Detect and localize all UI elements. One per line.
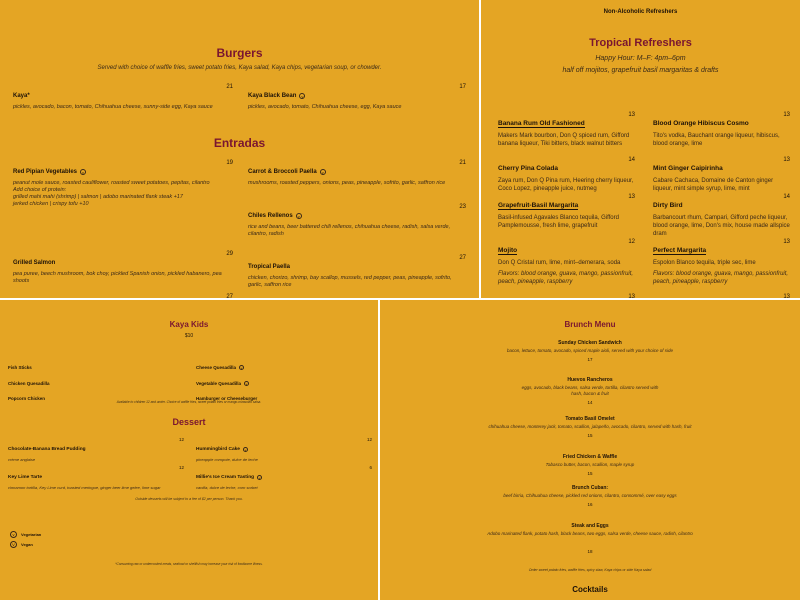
item-name: Blood Orange Hibiscus Cosmo [653, 120, 749, 127]
item-description: Barbancourt rhum, Campari, Gifford peche liqueur, blood orange, lime, Don's mix, house made allspice dram [653, 215, 790, 237]
item-name: Banana Rum Old Fashioned [498, 120, 585, 127]
item-price: 12 [628, 239, 635, 245]
vegetarian-icon: v [258, 476, 261, 480]
item-price: 13 [783, 157, 790, 163]
cocktail-item [498, 157, 635, 193]
brunch-item [380, 523, 800, 554]
item-name: Chiles Rellenos [248, 213, 293, 219]
item-description: Adobo marinated flank, potato hash, black beans, two eggs, salsa verde, cheese sauce, radish, cilantro [487, 531, 693, 536]
menu-item [248, 84, 466, 111]
item-name: Grilled Salmon [13, 260, 56, 266]
item-name: Hummingbird Cake [196, 447, 240, 452]
item-description: pickles, avocado, bacon, tomato, Chihuahua cheese, sunny-side egg, Kaya sauce [13, 104, 213, 110]
item-price: 13 [783, 294, 790, 300]
entradas-title: Entradas [213, 136, 266, 150]
menu-item [13, 84, 233, 111]
item-name: Key Lime Tarte [8, 475, 43, 480]
item-price: 12 [178, 437, 184, 442]
cocktail-item [498, 194, 635, 230]
item-name: Tomato Basil Omelet [565, 416, 615, 422]
item-description: beef birria, Chihuahua cheese, pickled red onions, cilantro, consommé, over easy eggs [503, 493, 677, 498]
refreshers-page [481, 0, 800, 298]
vegan-icon: V [10, 541, 17, 548]
item-description: pineapple compote, dulce de leche [196, 457, 258, 462]
brunch-item [380, 377, 800, 405]
item-name: Perfect Margarita [653, 247, 707, 254]
refreshers-title: Tropical Refreshers [589, 37, 692, 49]
protein-line-1: grilled mahi mahi (shrimp) | salmon | adobo marinated flank steak +17 [13, 194, 183, 200]
item-price: 12 [178, 465, 184, 470]
raw-food-footnote: *Consuming raw or undercooked meats, seafood or shellfish may increase your risk of foodborne illness. [115, 562, 263, 566]
item-name: Millie's Ice Cream Tasting [196, 475, 255, 480]
cocktail-item [653, 157, 790, 193]
item-price: 14 [628, 157, 635, 163]
dessert-item [8, 465, 184, 490]
item-description: bacon, lettuce, tomato, avocado, spiced maple aioli, served with your choice of side [506, 348, 674, 353]
brunch-title: Brunch Menu [564, 320, 616, 329]
legend-label: Vegetarian [21, 532, 42, 537]
item-price: 13 [783, 239, 790, 245]
vegetarian-icon: v [240, 366, 243, 370]
kids-price: $10 [184, 333, 194, 339]
cocktail-item [653, 194, 790, 238]
brunch-item [380, 340, 800, 362]
cocktail-item [498, 112, 635, 148]
kids-item: Chicken Quesadilla [8, 381, 50, 386]
menu-item [13, 160, 233, 187]
brunch-item [380, 454, 800, 476]
item-price: 27 [459, 255, 466, 261]
item-price: 17 [587, 357, 593, 362]
item-price: 14 [783, 194, 790, 200]
item-price: 13 [783, 112, 790, 118]
item-price: 6 [369, 465, 372, 470]
item-description: rice and beans, beer battered chili rellenos, chihuahua cheese, radish, salsa verde, cilantro, radish [248, 224, 451, 237]
item-name: Cherry Pina Colada [498, 165, 558, 172]
item-name: Chocolate-Banana Bread Pudding [8, 447, 86, 452]
dessert-note: Outside desserts will be subject to a fee of $2 per person. Thank you. [135, 497, 243, 501]
legend-vegan [10, 541, 33, 548]
burgers-entradas-page [0, 0, 479, 298]
item-name: Grapefruit-Basil Margarita [498, 202, 579, 209]
item-description: chicken, chorizo, shrimp, bay scallop, mussels, red pepper, peas, pineapple, sofrito, garlic, saffron rice [248, 275, 452, 288]
kids-item: Cheese Quesadilla v [196, 365, 243, 370]
item-description: peanut mole sauce, roasted cauliflower, roasted sweet potatoes, pepitas, cilantro [13, 180, 210, 186]
item-name: Steak and Eggs [571, 523, 609, 529]
item-price: 15 [587, 433, 593, 438]
kids-dessert-page [0, 300, 378, 600]
vegetarian-icon: v [10, 531, 17, 538]
vegetarian-icon: v [245, 382, 248, 386]
kids-item: Popcorn Chicken [8, 396, 46, 401]
item-description: Cabare Cachaca, Domaine de Canton ginger liqueur, mint simple syrup, lime, mint [653, 178, 774, 192]
item-description: pickles, avocado, tomato, Chihuahua cheese, egg, Kaya sauce [248, 104, 402, 110]
burgers-subtitle: Served with choice of waffle fries, sweet potato fries, Kaya salad, Kaya chips, vegetarian soup, or chowder. [97, 65, 382, 71]
menu-item [13, 251, 233, 285]
item-description: Basil-infused Agavales Blanco tequila, Gifford Pamplemousse, fresh lime, grapefruit [498, 215, 619, 229]
item-description: crème anglaise [8, 457, 36, 462]
protein-options [13, 185, 233, 208]
happy-hour: Happy Hour: M–F: 4pm–6pm [595, 55, 686, 62]
vegetarian-icon: v [244, 448, 247, 452]
cocktail-item [653, 112, 790, 148]
item-description: Espolon Blanco tequila, triple sec, lime [653, 260, 756, 266]
vegetarian-icon: v [82, 170, 85, 175]
item-description: Don Q Cristal rum, lime, mint–demerara, soda [498, 260, 621, 266]
brunch-item [380, 416, 800, 438]
menu-item [248, 204, 466, 238]
item-price: 27 [226, 294, 233, 300]
refreshers-header: Non-Alcoholic Refreshers [603, 9, 678, 15]
vegetarian-icon: v [297, 214, 300, 219]
item-name: Kaya* [13, 93, 30, 99]
brunch-item [380, 485, 800, 507]
kids-note: Available to children 12 and under. Choice of waffle fries, sweet potato fries or mango-mirasolito salsa. [116, 400, 262, 404]
item-price: 16 [587, 502, 593, 507]
item-description: cinnamon tortilla, Key Lime curd, toasted meringue, ginger beer lime gelee, lime sugar [8, 485, 161, 490]
item-price: 14 [587, 400, 593, 405]
happy-hour-deal: half off mojitos, grapefruit basil margaritas & drafts [562, 67, 719, 74]
menu-item [248, 160, 466, 187]
burgers-title: Burgers [216, 46, 263, 60]
item-description: chihuahua cheese, monterey jack, tomato, scallion, jalapeño, avocado, cilantro, served with hash, fruit [488, 424, 692, 429]
item-description: Tito's vodka, Bauchant orange liqueur, hibiscus, blood orange, lime [653, 133, 780, 147]
item-description: pea puree, beech mushroom, bok choy, pickled Spanish onion, pickled habanero, pea shoots [13, 271, 222, 284]
item-name: Sunday Chicken Sandwich [558, 340, 622, 346]
item-price: 13 [628, 294, 635, 300]
kids-item: Vegetable Quesadilla v [196, 381, 248, 386]
protein-label: Add choice of protein: [13, 187, 67, 193]
menu-item [248, 255, 466, 289]
item-price: 17 [459, 84, 466, 90]
item-price: 12 [366, 437, 372, 442]
dessert-item [196, 465, 372, 490]
item-price: 15 [587, 471, 593, 476]
item-price: 23 [459, 204, 466, 210]
item-price: 18 [587, 549, 593, 554]
item-description: Tabasco butter, bacon, scallion, maple syrup [545, 462, 635, 467]
kids-title: Kaya Kids [169, 320, 209, 329]
vegetarian-icon: v [301, 94, 304, 99]
item-description: eggs, avocado, black beans, salsa verde, tortilla, cilantro served with hash, bacon & fruit [521, 385, 659, 396]
item-price: 21 [226, 84, 233, 90]
item-description: vanilla, dulce de leche, corn sorbet [196, 485, 258, 490]
dessert-item [8, 437, 184, 462]
brunch-page [380, 300, 800, 600]
item-price: 19 [226, 160, 233, 166]
dessert-item [196, 437, 372, 462]
item-description: Zaya rum, Don Q Pina rum, Heering cherry liqueur, Coco Lopez, pineapple juice, nutmeg [498, 178, 634, 192]
item-flavors: Flavors: blood orange, guava, mango, passionfruit, peach, pineapple, raspberry [653, 271, 789, 285]
item-name: Mint Ginger Caipirinha [653, 165, 723, 172]
item-description: mushrooms, roasted peppers, onions, peas, pineapple, sofrito, garlic, saffron rice [248, 180, 446, 186]
protein-line-2: jerked chicken | crispy tofu +10 [13, 201, 89, 207]
item-name: Dirty Bird [653, 202, 683, 209]
legend-label: Vegan [21, 542, 33, 547]
dessert-title: Dessert [172, 417, 206, 427]
cocktail-item [653, 239, 790, 286]
kids-item: Hamburger or Cheeseburger [196, 396, 258, 401]
cocktail-item [498, 239, 635, 286]
item-name: Huevos Rancheros [567, 377, 613, 383]
item-price: 29 [226, 251, 233, 257]
vegan-icon: v [321, 170, 324, 175]
item-name: Brunch Cuban: [571, 485, 609, 491]
item-name: Kaya Black Bean [248, 93, 297, 99]
item-name: Fried Chicken & Waffle [562, 454, 618, 460]
item-name: Mojito [498, 247, 518, 254]
item-price: 13 [628, 194, 635, 200]
item-price: 13 [628, 112, 635, 118]
item-name: Tropical Paella [248, 264, 291, 270]
item-name: Carrot & Broccoli Paella [248, 169, 317, 175]
legend-vegetarian [10, 531, 41, 538]
item-description: Makers Mark bourbon, Don Q spiced rum, Gifford banana liqueur, Tiki bitters, black walnut bitters [498, 133, 630, 147]
cocktails-title: Cocktails [572, 585, 608, 594]
item-name: Red Pipian Vegetables [13, 169, 78, 175]
brunch-note: Order sweet potato fries, waffle fries, spicy slaw, Kaya chips or side Kaya salad [528, 568, 652, 572]
item-flavors: Flavors: blood orange, guava, mango, passionfruit, peach, pineapple, raspberry [498, 271, 634, 285]
kids-item: Fish Sticks [8, 365, 32, 370]
item-price: 21 [459, 160, 466, 166]
